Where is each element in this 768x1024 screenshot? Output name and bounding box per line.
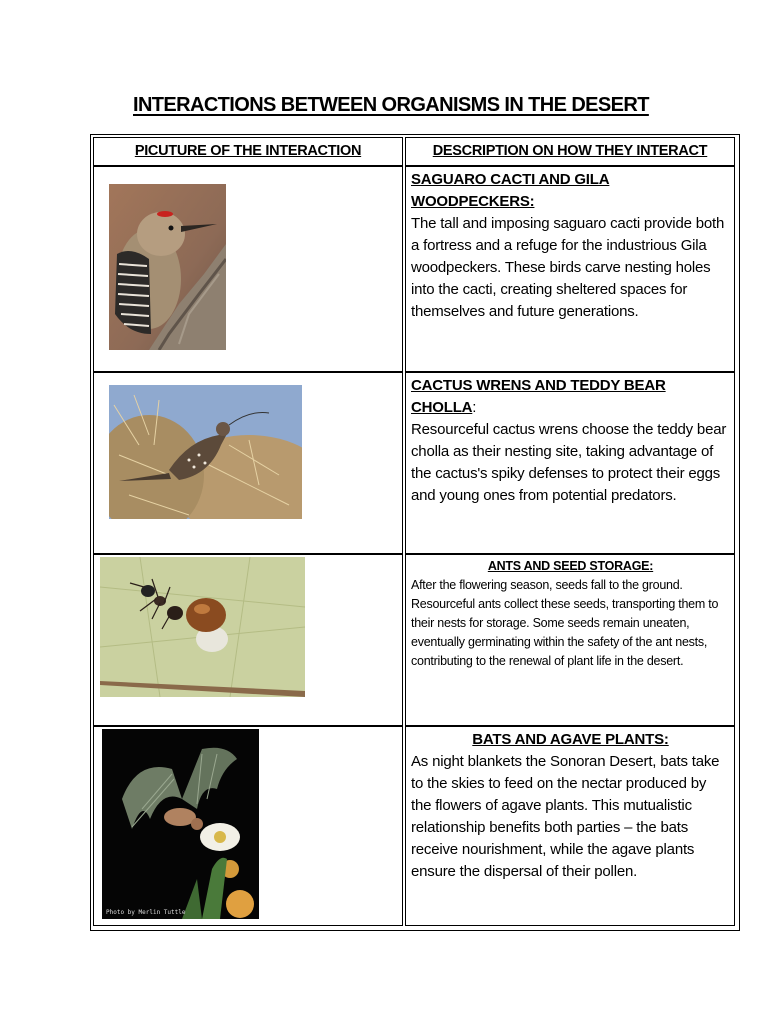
row-text: After the flowering season, seeds fall to the ground. Resourceful ants collect these seeds, transporting them to their nests for storage. Some seeds remain uneaten, eventually germinating within the safety of the ant nests, contributing to the renewal of plant life in the desert. [411, 578, 719, 668]
column-header-description-label: DESCRIPTION ON HOW THEY INTERACT [432, 143, 708, 159]
row-text: As night blankets the Sonoran Desert, bats take to the skies to feed on the nectar produced by the flowers of agave plants. This mutualistic relationship benefits both parties – the bats receive nourishment, while the agave plants ensure the dispersal of their pollen. [411, 753, 720, 880]
description-cell-bat [405, 726, 735, 926]
picture-cell-bat [93, 726, 403, 926]
cactus-wren-photo [109, 385, 302, 519]
column-header-picture [93, 137, 403, 166]
row-heading: ANTS AND SEED STORAGE: [487, 559, 654, 573]
description-cell-wren [405, 372, 735, 554]
row-heading: SAGUARO CACTI AND GILA WOODPECKERS: [411, 171, 610, 210]
page-title: INTERACTIONS BETWEEN ORGANISMS IN THE DESERT [133, 94, 649, 116]
row-text: The tall and imposing saguaro cacti provide both a fortress and a refuge for the industrious Gila woodpeckers. These birds carve nesting holes into the cacti, creating sheltered spaces for themselves and future generations. [411, 215, 725, 320]
bat-agave-photo [102, 729, 259, 919]
interactions-table [90, 134, 740, 931]
description-cell-woodpecker [405, 166, 735, 372]
row-text: Resourceful cactus wrens choose the teddy bear cholla as their nesting site, taking advantage of the cactus's spiky defenses to protect their eggs and young ones from potential predators. [411, 421, 727, 504]
picture-cell-wren [93, 372, 403, 554]
row-heading: CACTUS WRENS AND TEDDY BEAR CHOLLA [411, 377, 666, 416]
description-cell-ant [405, 554, 735, 726]
row-heading-suffix: : [472, 399, 477, 416]
picture-cell-woodpecker [93, 166, 403, 372]
ant-seed-photo [100, 557, 305, 697]
gila-woodpecker-photo [109, 184, 226, 350]
picture-cell-ant [93, 554, 403, 726]
row-heading: BATS AND AGAVE PLANTS: [472, 731, 669, 748]
column-header-description [405, 137, 735, 166]
photo-credit: Photo by Merlin Tuttle [106, 909, 186, 916]
column-header-picture-label: PICUTURE OF THE INTERACTION [134, 143, 362, 159]
